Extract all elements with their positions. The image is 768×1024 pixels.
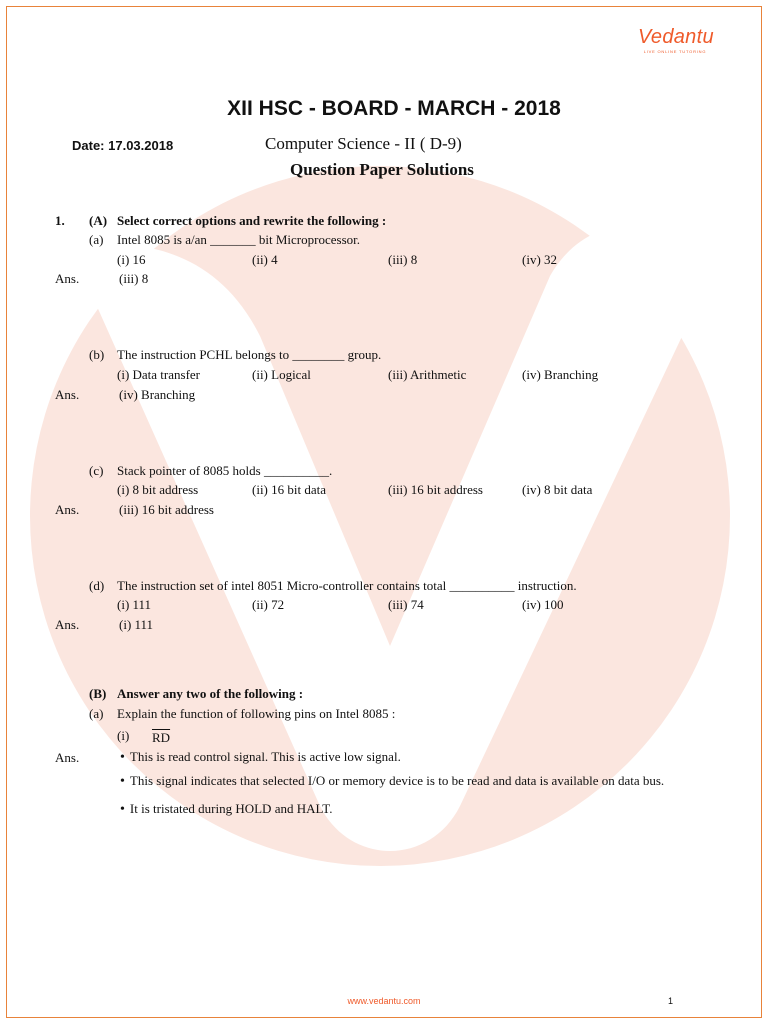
vedantu-logo xyxy=(638,26,712,54)
logo-wordmark: Vedantu xyxy=(638,26,714,48)
page-number: 1 xyxy=(668,996,674,1006)
option: (iv) Branching xyxy=(522,367,599,382)
answer-text: (iii) 16 bit address xyxy=(119,502,214,517)
option: (ii) 4 xyxy=(252,252,278,267)
footer-url[interactable]: www.vedantu.com xyxy=(347,996,421,1006)
question-label: (c) xyxy=(89,463,104,478)
option: (iv) 100 xyxy=(522,597,564,612)
answer-bullet xyxy=(120,749,401,766)
option: (i) 111 xyxy=(117,597,152,612)
page-title: XII HSC - BOARD - MARCH - 2018 xyxy=(227,97,561,120)
option: (ii) Logical xyxy=(252,367,311,382)
option: (iv) 32 xyxy=(522,252,558,267)
answer-label: Ans. xyxy=(55,617,80,632)
answer-label: Ans. xyxy=(55,387,80,402)
answer-label: Ans. xyxy=(55,502,80,517)
question-text: Explain the function of following pins on Intel 8085 : xyxy=(117,706,396,721)
pin-name-rd: $\overline{RD}$ xyxy=(152,730,171,745)
option: (ii) 72 xyxy=(252,597,285,612)
question-number: 1. xyxy=(55,213,65,228)
option: (iii) Arithmetic xyxy=(388,367,467,382)
logo-tagline: LIVE ONLINE TUTORING xyxy=(643,49,707,54)
question-text: The instruction set of intel 8051 Micro-controller contains total __________ instruction. xyxy=(117,578,577,593)
option: (iii) 8 xyxy=(388,252,418,267)
answer-bullet xyxy=(120,773,664,790)
option: (iii) 16 bit address xyxy=(388,482,483,497)
question-text: The instruction PCHL belongs to ________ group. xyxy=(117,347,382,362)
part-a-heading: Select correct options and rewrite the following : xyxy=(117,213,387,228)
option: (iii) 74 xyxy=(388,597,424,612)
exam-date: Date: 17.03.2018 xyxy=(72,138,174,153)
bullet-text: This is read control signal. This is active low signal. xyxy=(129,749,401,764)
solutions-heading: Question Paper Solutions xyxy=(290,160,474,179)
answer-text: (i) 111 xyxy=(119,617,154,632)
answer-bullet xyxy=(120,801,332,818)
answer-label: Ans. xyxy=(55,271,80,286)
part-b-heading: Answer any two of the following : xyxy=(117,686,304,701)
answer-text: (iv) Branching xyxy=(119,387,196,402)
bullet-text: This signal indicates that selected I/O or memory device is to be read and data is available on data bus. xyxy=(129,773,665,788)
question-label: (b) xyxy=(89,347,105,362)
answer-label: Ans. xyxy=(55,750,80,765)
part-a-label: (A) xyxy=(89,213,108,228)
part-b-label: (B) xyxy=(89,686,107,701)
question-label: (d) xyxy=(89,578,105,593)
question-text: Stack pointer of 8085 holds __________. xyxy=(117,463,333,478)
option: (ii) 16 bit data xyxy=(252,482,327,497)
answer-text: (iii) 8 xyxy=(119,271,149,286)
question-label: (a) xyxy=(89,706,104,721)
question-label: (a) xyxy=(89,232,104,247)
subject-heading: Computer Science - II ( D-9) xyxy=(265,134,462,153)
option: (i) 8 bit address xyxy=(117,482,199,497)
option: (i) 16 xyxy=(117,252,146,267)
sub-question-label: (i) xyxy=(117,728,130,743)
bullet-text: It is tristated during HOLD and HALT. xyxy=(129,801,333,816)
option: (iv) 8 bit data xyxy=(522,482,593,497)
question-text: Intel 8085 is a/an _______ bit Microprocessor. xyxy=(117,232,360,247)
option: (i) Data transfer xyxy=(117,367,201,382)
